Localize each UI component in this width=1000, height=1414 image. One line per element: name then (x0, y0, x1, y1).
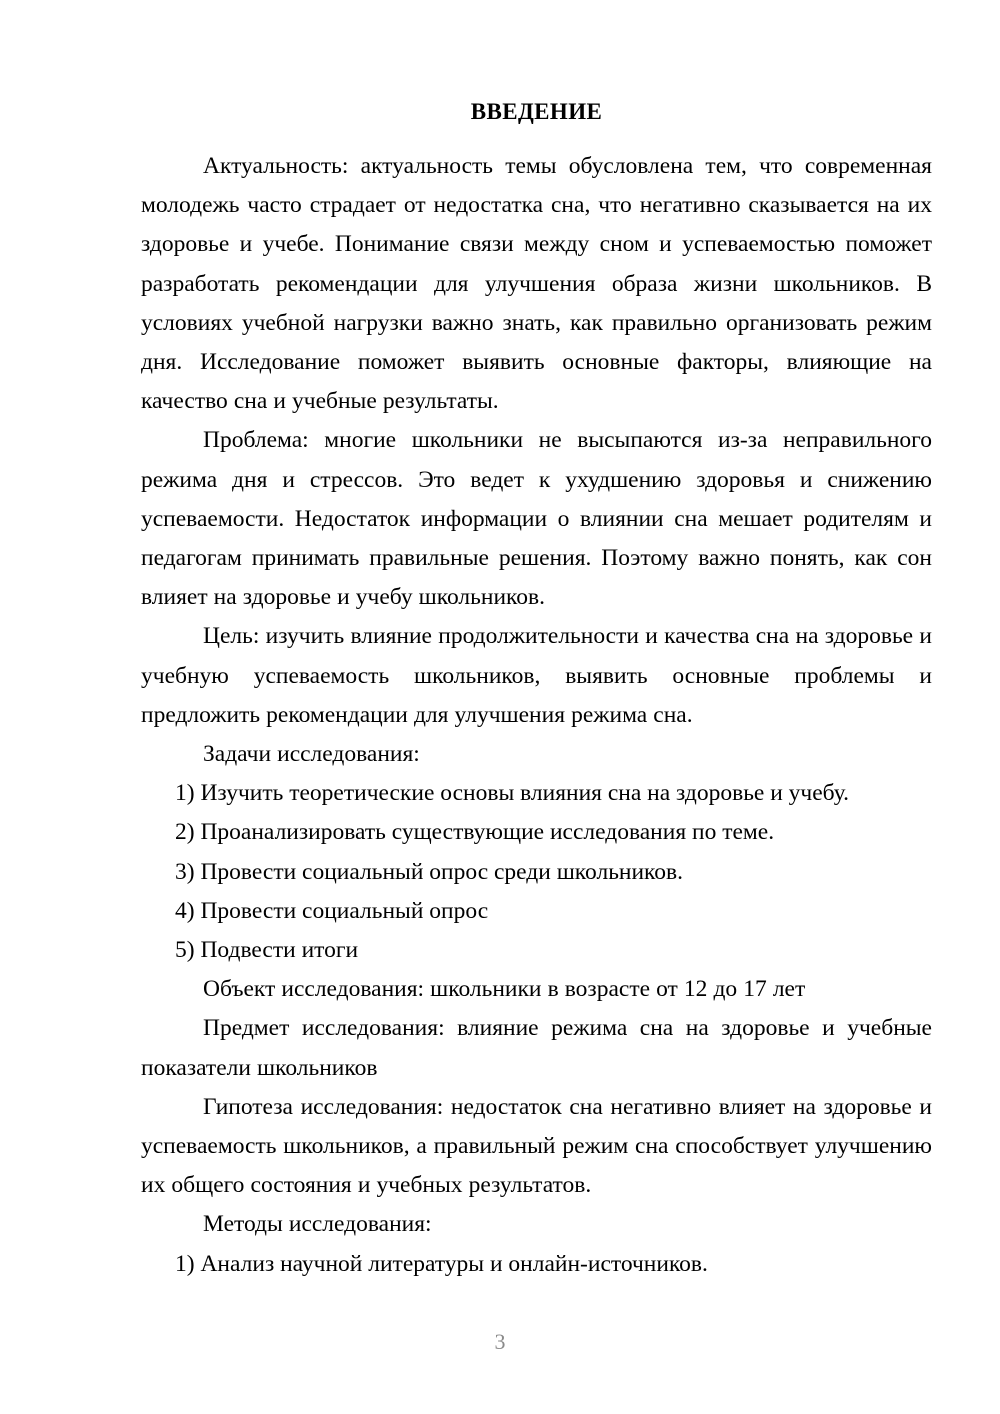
paragraph-obekt: Объект исследования: школьники в возрасте от 12 до 17 лет (203, 976, 806, 1003)
paragraph-problema: Проблема: многие школьники не высыпаются из-за неправильного режима дня и стрессов. Это ведет к ухудшению здоровья и снижению успеваемости. Недостаток информации о влиянии сна мешает родителям и педагогам принимать правильные решения. Поэтому важно понять, как сон влияет на здоровье и учебу школьников. (141, 427, 932, 611)
title-spacer (141, 131, 932, 147)
list-item: 2) Проанализировать существующие исследования по теме. (175, 819, 775, 846)
page-number: 3 (494, 1329, 506, 1354)
paragraph-predmet: Предмет исследования: влияние режима сна на здоровье и учебные показатели школьников (141, 1015, 932, 1081)
paragraph-gipoteza: Гипотеза исследования: недостаток сна негативно влияет на здоровье и успеваемость школьников, а правильный режим сна способствует улучшению их общего состояния и учебных результатов. (141, 1093, 932, 1199)
paragraph-cel: Цель: изучить влияние продолжительности и качества сна на здоровье и учебную успеваемость школьников, выявить основные проблемы и предложить рекомендации для улучшения режима сна. (141, 623, 932, 728)
list-item: 5) Подвести итоги (175, 937, 359, 964)
page-content (141, 92, 932, 1284)
list-item: 1) Анализ научной литературы и онлайн-источников. (175, 1250, 708, 1277)
list-item: 1) Изучить теоретические основы влияния сна на здоровье и учебу. (175, 780, 850, 807)
heading-zadachi: Задачи исследования: (203, 741, 420, 768)
paragraph-aktualnost: Актуальность: актуальность темы обусловлена тем, что современная молодежь часто страдает от недостатка сна, что негативно сказывается на их здоровье и учебе. Понимание связи между сном и успеваемостью поможет разработать рекомендации для улучшения образа жизни школьников. В условиях учебной нагрузки важно знать, как правильно организовать режим дня. Исследование поможет выявить основные факторы, влияющие на качество сна и учебные результаты. (141, 153, 932, 415)
list-item: 4) Провести социальный опрос (175, 897, 489, 924)
heading-metody: Методы исследования: (203, 1211, 432, 1238)
list-item: 3) Провести социальный опрос среди школьников. (175, 858, 684, 885)
page-title: ВВЕДЕНИЕ (470, 99, 603, 124)
